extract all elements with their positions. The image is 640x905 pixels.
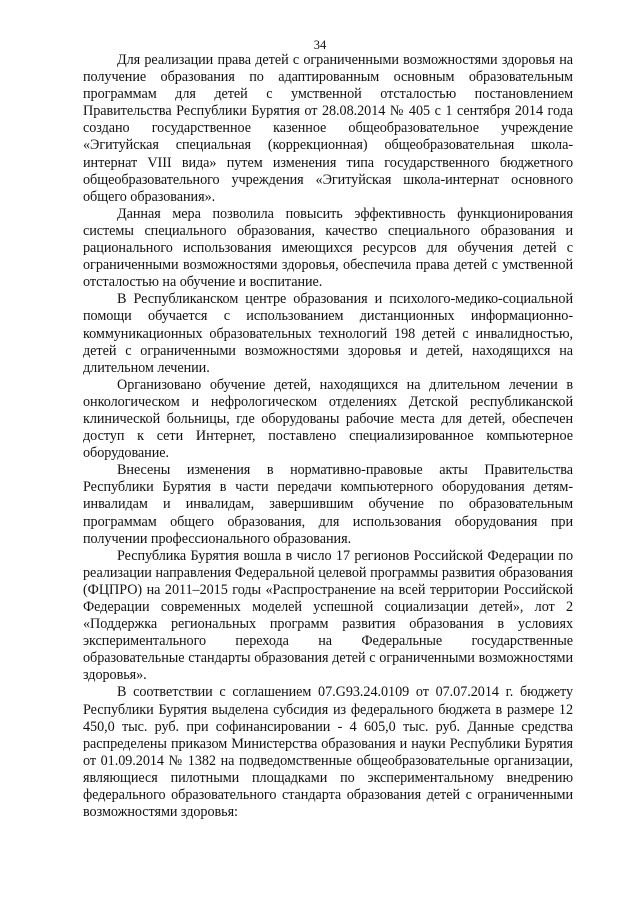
paragraph-fcpro-program: Республика Бурятия вошла в число 17 регионов Российской Федерации по реализации направления Федеральной целевой программы развития образования (ФЦПРО) на 2011–2015 годы «Распространение на всей территории Российской Федерации современных моделей успешной социализации детей», лот 2 «Поддержка региональных программ развития образования в условиях экспериментального перехода на Федеральные государственные образовательные стандарты образования детей с ограниченными возможностями здоровья». xyxy=(83,547,573,684)
paragraph-subsidy-agreement: В соответствии с соглашением 07.G93.24.0109 от 07.07.2014 г. бюджету Республики Бурятия выделена субсидия из федерального бюджета в размере 12 450,0 тыс. руб. при софинансировании - 4 605,0 тыс. руб. Данные средства распределены приказом Министерства образования и науки Республики Бурятия от 01.09.2014 № 1382 на подведомственные общеобразовательные организации, являющиеся пилотными площадками по экспериментальному внедрению федерального образовательного стандарта образования детей с ограниченными возможностями здоровья: xyxy=(83,684,573,821)
paragraph-legal-changes: Внесены изменения в нормативно-правовые акты Правительства Республики Бурятия в части передачи компьютерного оборудования детям-инвалидам и инвалидам, завершившим обучение по образовательным программам общего образования, для использования оборудования при получении профессионального образования. xyxy=(83,462,573,547)
paragraph-distance-learning: В Республиканском центре образования и психолого-медико-социальной помощи обучается с использованием дистанционных информационно-коммуникационных образовательных технологий 198 детей с инвалидностью, детей с ограниченными возможностями здоровья и детей, находящихся на длительном лечении. xyxy=(83,291,573,376)
paragraph-efficiency: Данная мера позволила повысить эффективность функционирования системы специального образования, качество специального образования и рационального использования имеющихся ресурсов для обучения детей с ограниченными возможностями здоровья, обеспечила права детей с умственной отсталостью на обучение и воспитание. xyxy=(83,205,573,291)
page-body xyxy=(83,52,573,821)
paragraph-hospital-education: Организовано обучение детей, находящихся на длительном лечении в онкологическом и нефрологическом отделениях Детской республиканской клинической больницы, где оборудованы рабочие места для детей, обеспечен доступ к сети Интернет, поставлено специализированное компьютерное оборудование. xyxy=(83,376,573,462)
page-number: 34 xyxy=(313,38,327,52)
paragraph-special-school: Для реализации права детей с ограниченными возможностями здоровья на получение образования по адаптированным основным образовательным программам для детей с умственной отсталостью постановлением Правительства Республики Бурятия от 28.08.2014 № 405 с 1 сентября 2014 года создано государственное казенное общеобразовательное учреждение «Эгитуйская специальная (коррекционная) общеобразовательная школа-интернат VIII вида» путем изменения типа государственного бюджетного общеобразовательного учреждения «Эгитуйская школа-интернат основного общего образования». xyxy=(83,52,573,205)
